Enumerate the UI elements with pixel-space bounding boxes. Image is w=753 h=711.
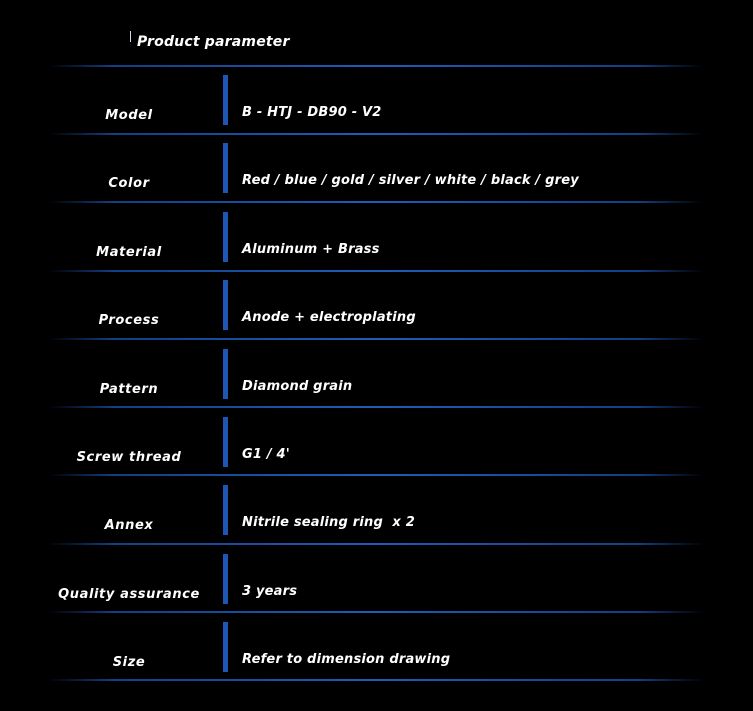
spec-value: Nitrile sealing ring x 2: [242, 515, 415, 530]
row-divider: [48, 133, 704, 135]
spec-row-material: [0, 205, 753, 273]
spec-row-color: [0, 136, 753, 204]
spec-label: Model: [105, 108, 153, 123]
row-separator-bar: [223, 143, 228, 193]
row-divider: [48, 406, 704, 408]
row-divider: [48, 201, 704, 203]
spec-row-screw-thread: [0, 410, 753, 478]
header-divider: [48, 65, 704, 67]
spec-value: 3 years: [242, 584, 298, 599]
spec-row-pattern: [0, 342, 753, 410]
row-separator-bar: [223, 622, 228, 672]
spec-label: Material: [96, 245, 162, 260]
spec-row-quality-assurance: [0, 547, 753, 615]
row-separator-bar: [223, 212, 228, 262]
row-divider: [48, 611, 704, 613]
spec-value: Refer to dimension drawing: [242, 652, 451, 667]
spec-row-process: [0, 273, 753, 341]
row-separator-bar: [223, 75, 228, 125]
spec-row-size: [0, 615, 753, 683]
row-divider: [48, 474, 704, 476]
spec-label: Pattern: [99, 382, 159, 397]
row-separator-bar: [223, 485, 228, 535]
spec-row-annex: [0, 478, 753, 546]
footer-divider: [48, 679, 704, 681]
spec-row-model: [0, 68, 753, 136]
spec-label: Screw thread: [76, 450, 182, 465]
spec-label: Process: [98, 313, 160, 328]
spec-value: Aluminum + Brass: [242, 242, 380, 257]
row-separator-bar: [223, 349, 228, 399]
title-tick-mark: [130, 31, 131, 42]
spec-value: Diamond grain: [242, 379, 353, 394]
spec-value: Red / blue / gold / silver / white / black / grey: [242, 173, 579, 188]
spec-label: Size: [112, 655, 146, 670]
row-divider: [48, 543, 704, 545]
row-separator-bar: [223, 554, 228, 604]
row-separator-bar: [223, 417, 228, 467]
spec-value: B - HTJ - DB90 - V2: [242, 105, 382, 120]
page-title: Product parameter: [137, 34, 290, 50]
row-divider: [48, 338, 704, 340]
spec-value: Anode + electroplating: [242, 310, 416, 325]
row-divider: [48, 270, 704, 272]
row-separator-bar: [223, 280, 228, 330]
spec-label: Color: [108, 176, 150, 191]
spec-label: Annex: [104, 518, 154, 533]
spec-value: G1 / 4': [242, 447, 290, 462]
spec-label: Quality assurance: [58, 587, 200, 602]
